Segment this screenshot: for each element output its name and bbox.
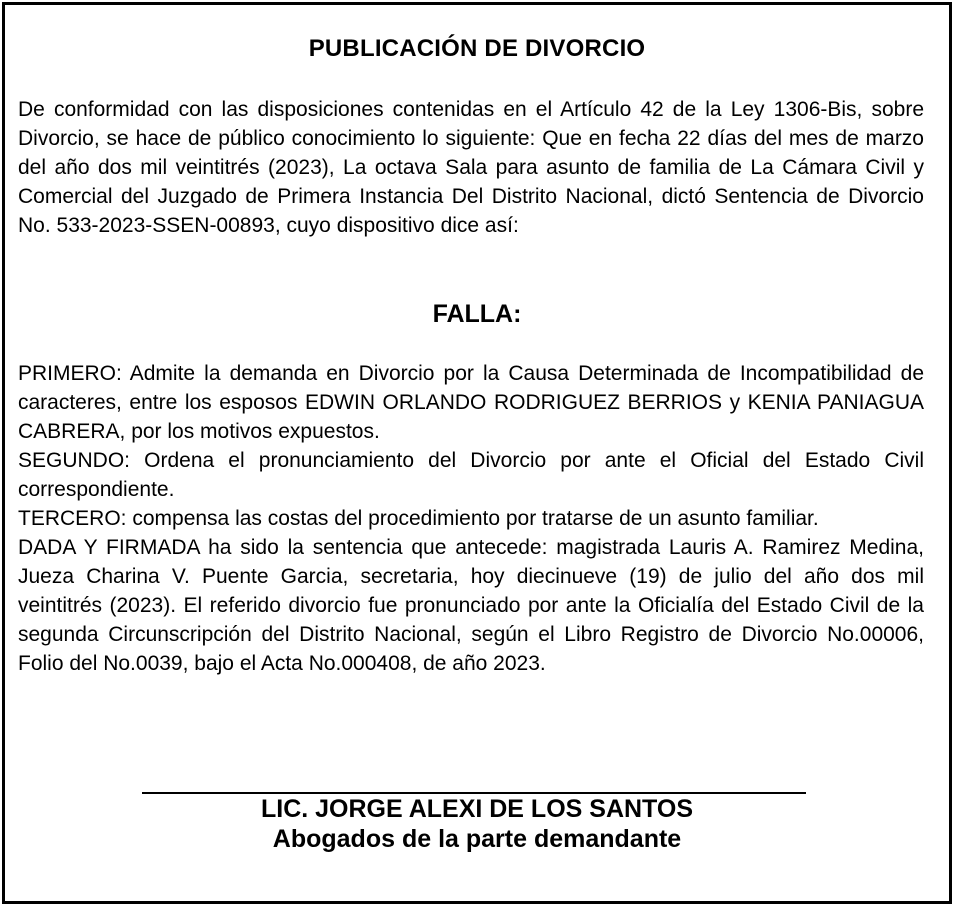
ruling-primero: PRIMERO: Admite la demanda en Divorcio por la Causa Determinada de Incompatibilidad de caracteres, entre los esposos EDWIN ORLANDO RODRIGUEZ BERRIOS y KENIA PANIAGUA CABRERA, por los motivos expuestos. — [18, 362, 924, 443]
notice-title: PUBLICACIÓN DE DIVORCIO — [308, 35, 646, 62]
signatory-name: LIC. JORGE ALEXI DE LOS SANTOS — [260, 795, 693, 823]
signatory-role: Abogados de la parte demandante — [272, 825, 682, 853]
ruling-tercero: TERCERO: compensa las costas del procedimiento por tratarse de un asunto familiar. — [18, 507, 819, 530]
intro-paragraph: De conformidad con las disposiciones contenidas en el Artículo 42 de la Ley 1306-Bis, sobre Divorcio, se hace de público conocimiento lo siguiente: Que en fecha 22 días del mes de marzo del año dos mil veintitrés (2023), La octava Sala para asunto de familia de La Cámara Civil y Comercial del Juzgado de Primera Instancia Del Distrito Nacional, dictó Sentencia de Divorcio No. 533-2023-SSEN-00893, cuyo dispositivo dice así: — [18, 98, 924, 237]
falla-heading: FALLA: — [432, 300, 522, 328]
ruling-dada-y-firmada: DADA Y FIRMADA ha sido la sentencia que antecede: magistrada Lauris A. Ramirez Medina, Jueza Charina V. Puente Garcia, secretaria, hoy diecinueve (19) de julio del año dos mil veintitrés (2023). El referido divorcio fue pronunciado por ante la Oficialía del Estado Civil de la segunda Circunscripción del Distrito Nacional, según el Libro Registro de Divorcio No.00006, Folio del No.0039, bajo el Acta No.000408, de año 2023. — [18, 536, 924, 675]
ruling-segundo: SEGUNDO: Ordena el pronunciamiento del Divorcio por ante el Oficial del Estado Civil correspondiente. — [18, 449, 924, 501]
rulings-section — [18, 359, 924, 678]
